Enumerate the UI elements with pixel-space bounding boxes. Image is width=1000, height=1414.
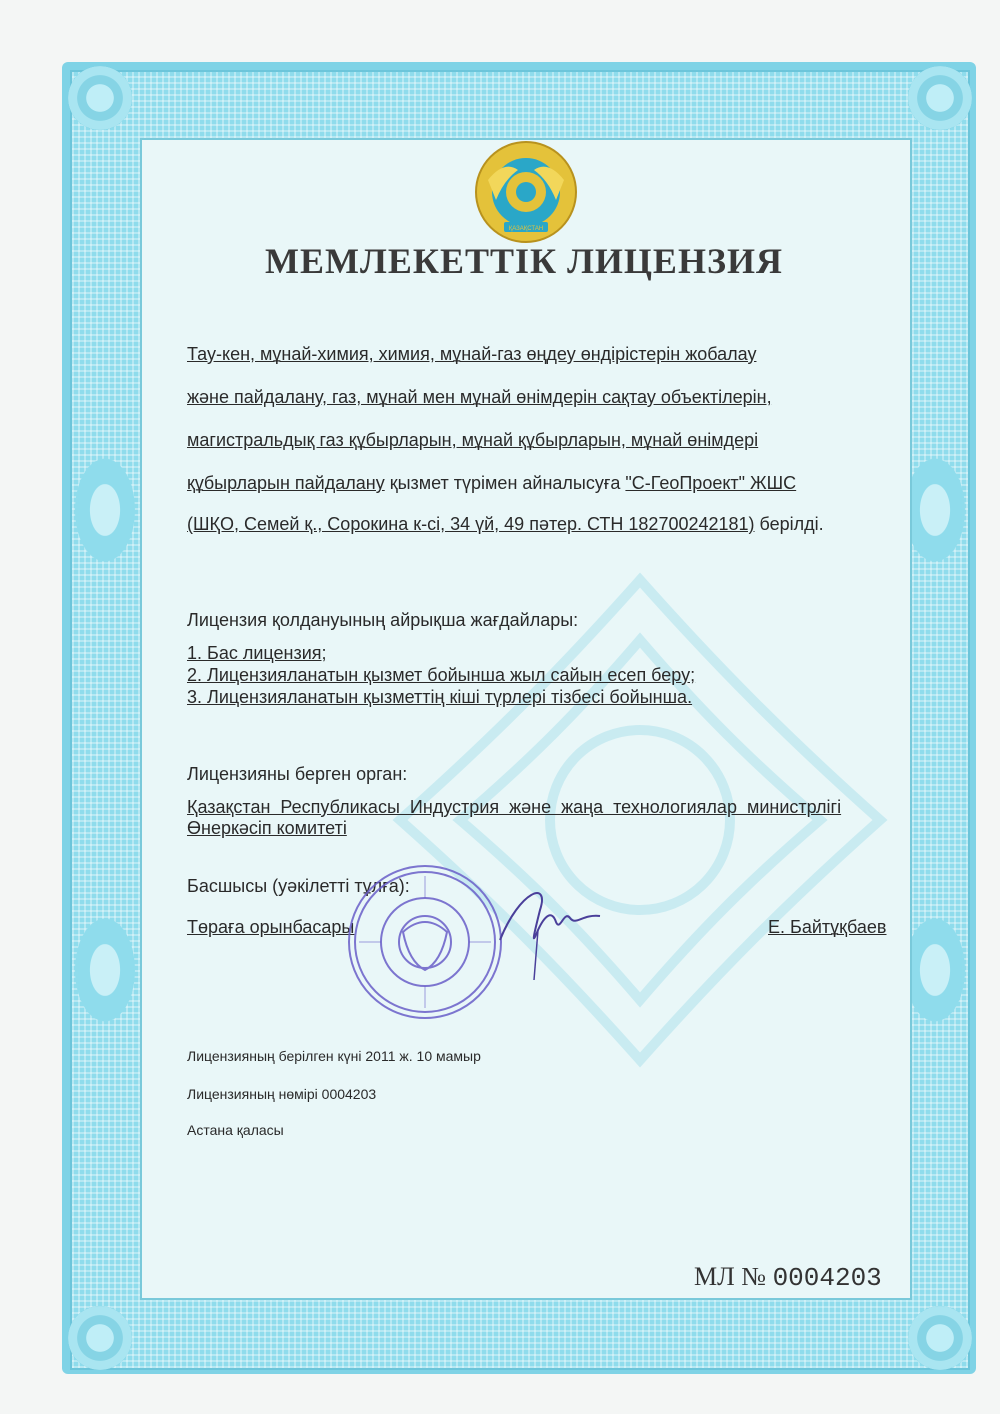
- kazakhstan-emblem-icon: [474, 140, 578, 244]
- activity-line-4-text: құбырларын пайдалану: [187, 473, 385, 493]
- side-ornament-left-bottom: [70, 910, 140, 1030]
- condition-item-1: 1. Бас лицензия;: [187, 643, 327, 663]
- activity-line-4: [187, 473, 796, 494]
- emblem-caption: ҚАЗАҚСТАН: [508, 226, 544, 232]
- serial-number-block: [694, 1262, 882, 1293]
- signature-icon: [490, 870, 610, 990]
- license-number: Лицензияның нөмірі 0004203: [187, 1086, 377, 1102]
- serial-prefix: МЛ №: [694, 1262, 767, 1291]
- activity-connector: қызмет түрімен айналысуға: [384, 473, 626, 493]
- condition-item-2: 2. Лицензияланатын қызмет бойынша жыл сайын есеп беру;: [187, 665, 696, 685]
- head-label: Басшысы (уәкілетті тұлға):: [187, 876, 410, 896]
- side-ornament-left-top: [70, 450, 140, 570]
- licensee-address: (ШҚО, Семей қ., Сорокина к-сі, 34 үй, 49 пәтер. СТН 182700242181): [187, 514, 755, 534]
- document-title: МЕМЛЕКЕТТІК ЛИЦЕНЗИЯ: [265, 241, 783, 281]
- corner-rosette-top-right: [908, 66, 972, 130]
- activity-line-3: магистральдық газ құбырларын, мұнай құбырларын, мұнай өнімдері: [187, 430, 759, 450]
- activity-line-1: Тау-кен, мұнай-химия, химия, мұнай-газ өңдеу өндірістерін жобалау: [187, 344, 757, 364]
- signatory-name: Е. Байтұқбаев: [768, 917, 887, 937]
- issuer-line-2: Өнеркәсіп комитеті: [187, 818, 347, 838]
- licensee-address-line: [187, 514, 824, 535]
- corner-rosette-bottom-right: [908, 1306, 972, 1370]
- issued-word: берілді.: [754, 514, 824, 534]
- serial-number: 0004203: [772, 1263, 882, 1293]
- signatory-position: Төраға орынбасары: [187, 917, 355, 937]
- issuer-line-1: Қазақстан Республикасы Индустрия және жаңа технологиялар министрлігі: [187, 797, 842, 817]
- city: Астана қаласы: [187, 1122, 284, 1138]
- corner-rosette-top-left: [68, 66, 132, 130]
- activity-line-2: және пайдалану, газ, мұнай мен мұнай өнімдерін сақтау объектілерін,: [187, 387, 772, 407]
- corner-rosette-bottom-left: [68, 1306, 132, 1370]
- licensee-name: "С-ГеоПроект" ЖШС: [625, 473, 797, 493]
- condition-item-3: 3. Лицензияланатын қызметтің кіші түрлері тізбесі бойынша.: [187, 687, 693, 707]
- issuer-label: Лицензияны берген орган:: [187, 764, 408, 784]
- issue-date: Лицензияның берілген күні 2011 ж. 10 мамыр: [187, 1048, 481, 1064]
- conditions-label: Лицензия қолдануының айрықша жағдайлары:: [187, 610, 579, 630]
- official-seal-icon: [345, 862, 505, 1022]
